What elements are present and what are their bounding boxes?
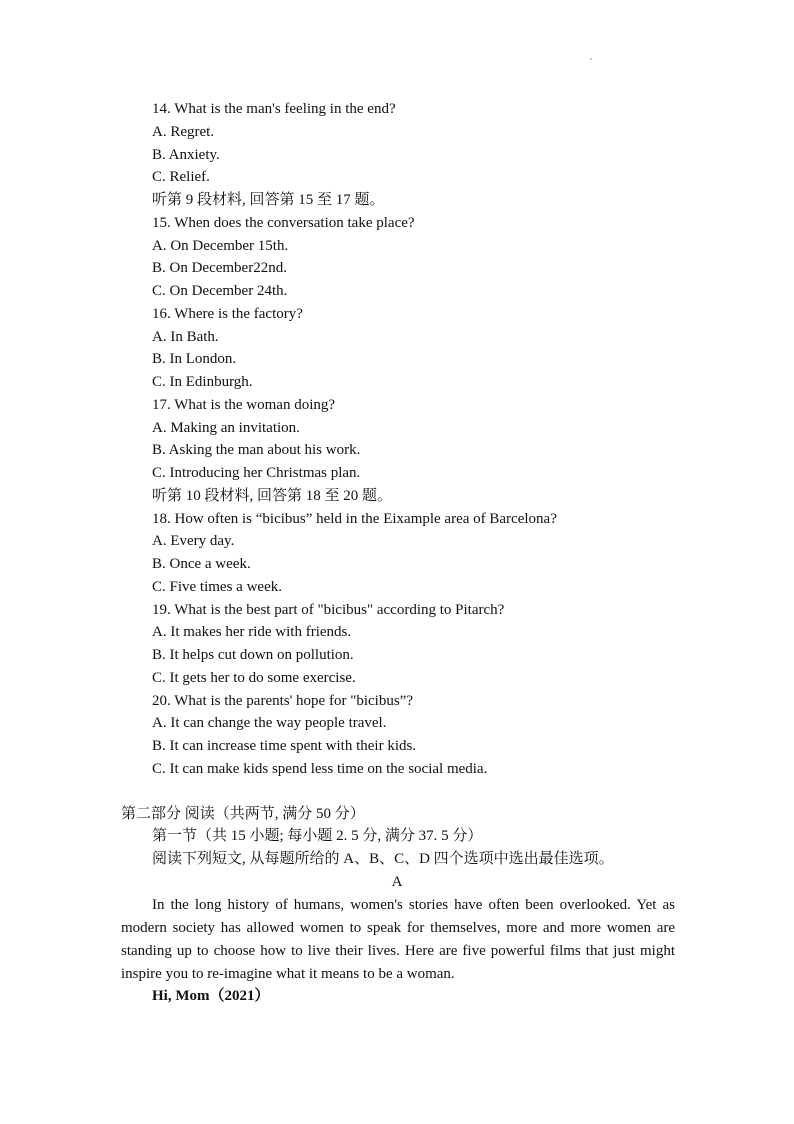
section-one-heading: 第一节（共 15 小题; 每小题 2. 5 分, 满分 37. 5 分） [152, 828, 483, 844]
question-20: 20. What is the parents' hope for "bicibus”? [152, 693, 413, 709]
question-18: 18. How often is “bicibus” held in the Eixample area of Barcelona? [152, 511, 557, 527]
option-15-b: B. On December22nd. [152, 260, 287, 276]
option-15-c: C. On December 24th. [152, 283, 288, 299]
option-18-c: C. Five times a week. [152, 579, 282, 595]
question-16: 16. Where is the factory? [152, 306, 303, 322]
question-14: 14. What is the man's feeling in the end? [152, 101, 396, 117]
option-19-c: C. It gets her to do some exercise. [152, 670, 356, 686]
option-14-c: C. Relief. [152, 169, 210, 185]
option-19-a: A. It makes her ride with friends. [152, 624, 352, 640]
option-20-b: B. It can increase time spent with their kids. [152, 738, 417, 754]
option-14-b: B. Anxiety. [152, 147, 220, 163]
option-16-c: C. In Edinburgh. [152, 374, 253, 390]
scan-speck [590, 58, 592, 60]
option-20-a: A. It can change the way people travel. [152, 715, 387, 731]
option-14-a: A. Regret. [152, 124, 215, 140]
option-20-c: C. It can make kids spend less time on the social media. [152, 761, 488, 777]
option-15-a: A. On December 15th. [152, 238, 289, 254]
option-17-b: B. Asking the man about his work. [152, 442, 361, 458]
passage-paragraph: In the long history of humans, women's stories have often been overlooked. Yet as modern society has allowed women to speak for themselves, more and more women are standing up to choose how to live their lives. Here are five powerful films that just might inspire you to re-imagine what it means to be a woman. [121, 897, 675, 982]
listening-instruction-10: 听第 10 段材料, 回答第 18 至 20 题。 [152, 488, 393, 504]
option-18-a: A. Every day. [152, 533, 235, 549]
option-16-a: A. In Bath. [152, 329, 219, 345]
question-15: 15. When does the conversation take place? [152, 215, 415, 231]
listening-instruction-9: 听第 9 段材料, 回答第 15 至 17 题。 [152, 192, 385, 208]
option-16-b: B. In London. [152, 351, 237, 367]
option-17-a: A. Making an invitation. [152, 420, 300, 436]
passage-letter: A [391, 874, 403, 890]
film-title: Hi, Mom（2021） [152, 988, 270, 1004]
option-17-c: C. Introducing her Christmas plan. [152, 465, 361, 481]
question-19: 19. What is the best part of "bicibus" according to Pitarch? [152, 602, 505, 618]
option-18-b: B. Once a week. [152, 556, 251, 572]
option-19-b: B. It helps cut down on pollution. [152, 647, 354, 663]
reading-instruction: 阅读下列短文, 从每题所给的 A、B、C、D 四个选项中选出最佳选项。 [152, 851, 614, 867]
part-two-heading: 第二部分 阅读（共两节, 满分 50 分） [121, 806, 365, 822]
question-17: 17. What is the woman doing? [152, 397, 336, 413]
